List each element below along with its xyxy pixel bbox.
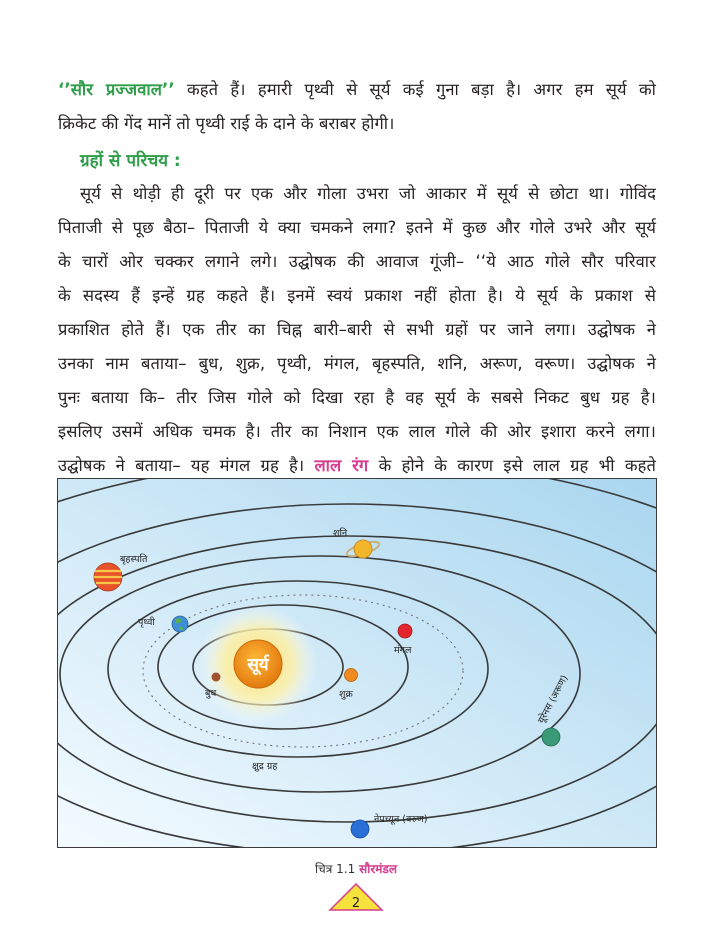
figure-caption bbox=[0, 860, 712, 877]
venus-label: शुक्र bbox=[339, 689, 353, 700]
jupiter-label: बृहस्पति bbox=[120, 554, 148, 565]
saturn-planet-icon bbox=[354, 540, 372, 558]
section-heading: ग्रहों से परिचय : bbox=[80, 151, 181, 171]
caption-highlight: सौरमंडल bbox=[359, 862, 397, 876]
body-line: प्रकाशित होते हैं। एक तीर का चिह्न बारी–बारी से सभी ग्रहों पर जाने लगा। उद्घोषक ने bbox=[58, 320, 656, 339]
body-line-last bbox=[58, 454, 656, 478]
mars-label: मंगल bbox=[394, 645, 412, 656]
uranus-planet-icon bbox=[542, 728, 560, 746]
asteroid-belt-label: क्षुद्र ग्रह bbox=[252, 761, 278, 772]
venus-planet-icon bbox=[345, 669, 358, 682]
page-number: 2 bbox=[351, 896, 361, 911]
sun-label: सूर्य bbox=[247, 655, 269, 675]
mercury-label: बुध bbox=[205, 688, 217, 699]
page-badge-svg bbox=[0, 880, 712, 916]
mars-planet-icon bbox=[398, 624, 412, 638]
body-line: सूर्य से थोड़ी ही दूरी पर एक और गोला उभरा जो आकार में सूर्य से छोटा था। गोविंद bbox=[80, 184, 656, 203]
body-line: पुनः बताया कि– तीर जिस गोले को दिखा रहा है वह सूर्य के सबसे निकट बुध ग्रह है। bbox=[58, 388, 656, 407]
body-line: पिताजी से पूछ बैठा– पिताजी ये क्या चमकने लगा? इतने में कुछ और गोले उभरे और सूर्य bbox=[58, 218, 656, 237]
body-line: इसलिए उसमें अधिक चमक है। तीर का निशान एक लाल गोले की ओर इशारा करने लगा। bbox=[58, 422, 656, 441]
solar-system-diagram bbox=[58, 479, 657, 848]
page-number-badge bbox=[0, 880, 712, 920]
neptune-label: नेपच्यून (वरुण) bbox=[374, 814, 428, 825]
body-line: के चारों ओर चक्कर लगाने लगे। उद्घोषक की आवाज गूंजी– ‘‘ये आठ गोले सौर परिवार bbox=[58, 252, 656, 271]
caption-prefix: चित्र 1.1 bbox=[315, 862, 360, 876]
saturn-label: शनि bbox=[333, 528, 348, 539]
solar-system-figure bbox=[57, 478, 657, 848]
last-line-pre: उद्घोषक ने बताया– यह मंगल ग्रह है। bbox=[58, 456, 315, 475]
highlight-saur-prajjwal: ‘’सौर प्रज्जवाल’’ bbox=[58, 80, 175, 99]
paragraph-line-1-text: कहते हैं। हमारी पृथ्वी से सूर्य कई गुना बड़ा है। अगर हम सूर्य को bbox=[174, 80, 656, 99]
paragraph-line-1 bbox=[58, 78, 656, 102]
last-line-post: के होने के कारण इसे लाल ग्रह भी कहते bbox=[368, 456, 656, 475]
highlight-lal-rang: लाल रंग bbox=[314, 456, 369, 475]
body-line: उनका नाम बताया– बुध, शुक्र, पृथ्वी, मंगल, बृहस्पति, शनि, अरूण, वरूण। उद्घोषक ने bbox=[58, 354, 656, 373]
paragraph-line-2: क्रिकेट की गेंद मानें तो पृथ्वी राई के दाने के बराबर होगी। bbox=[58, 114, 395, 133]
mercury-planet-icon bbox=[212, 673, 221, 682]
earth-label: पृथ्वी bbox=[138, 617, 155, 628]
body-line: के सदस्य हैं इन्हें ग्रह कहते हैं। इनमें स्वयं प्रकाश नहीं होता है। ये सूर्य के प्रकाश से bbox=[58, 286, 656, 305]
neptune-planet-icon bbox=[351, 820, 369, 838]
uranus-label: यूरेनस (अरूण) bbox=[535, 673, 571, 726]
